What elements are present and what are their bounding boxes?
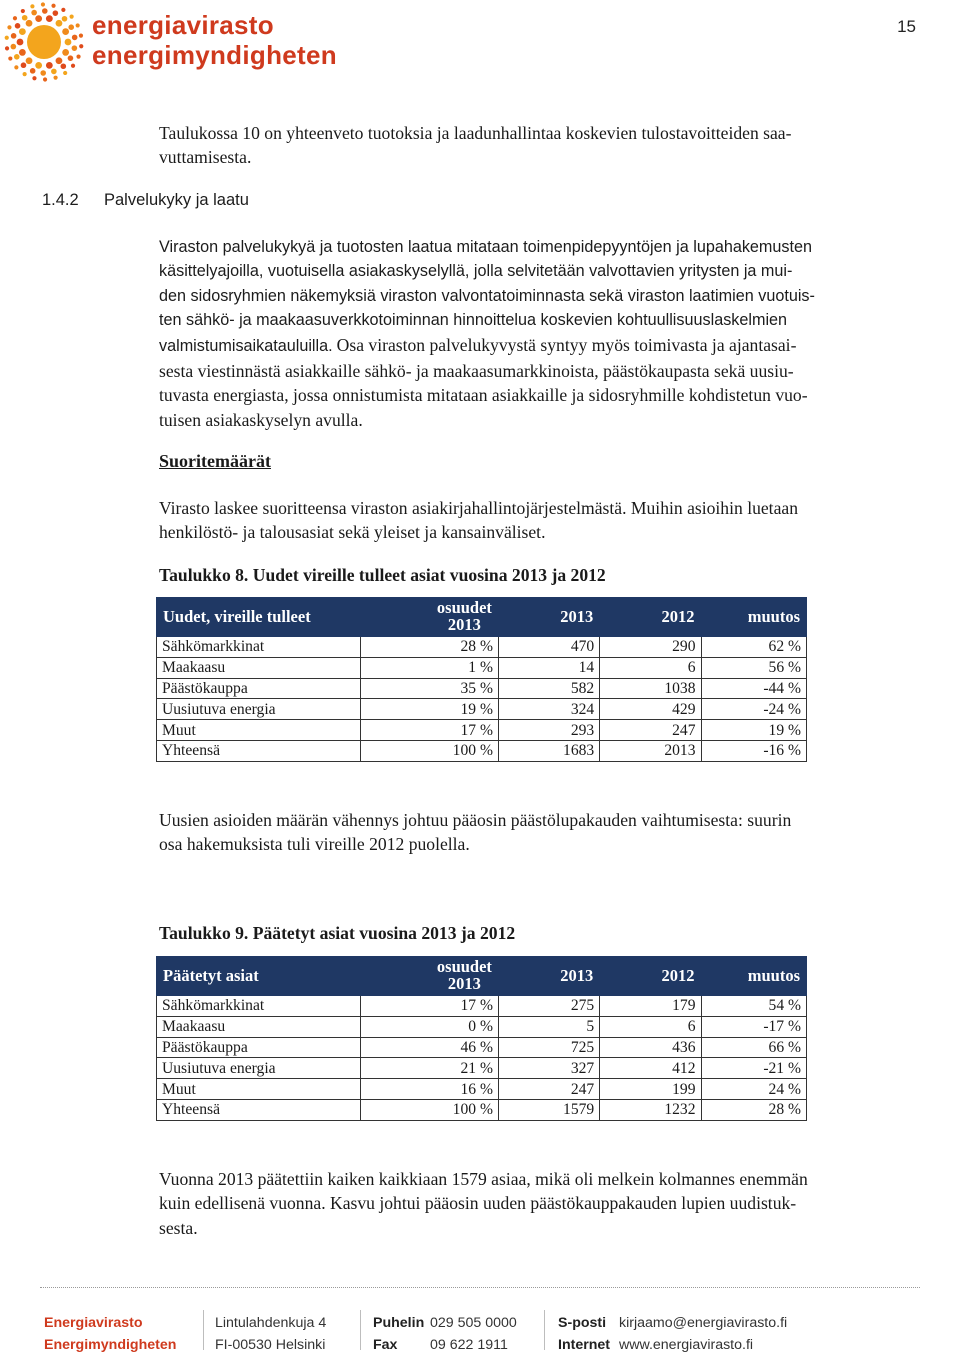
paragraph-fragment: Osa viraston palvelukyvystä syntyy myös toimivasta ja ajantasai- xyxy=(336,334,797,355)
table-cell: 62 % xyxy=(701,637,807,658)
table-cell: 324 xyxy=(498,699,599,720)
footer-address-city: FI-00530 Helsinki xyxy=(215,1337,326,1353)
section-heading xyxy=(42,191,249,210)
header-cell: 2013 xyxy=(498,957,599,996)
table-cell: 293 xyxy=(498,720,599,741)
paragraph-line: osa hakemuksista tuli vireille 2012 puolella. xyxy=(159,834,470,855)
footer-email-label: S-posti xyxy=(558,1315,607,1331)
footer-org-swedish: Energimyndigheten xyxy=(44,1337,177,1353)
table-cell: 19 % xyxy=(360,699,498,720)
table-cell: 1232 xyxy=(600,1099,701,1120)
table-row xyxy=(157,1016,807,1037)
table-cell: 1683 xyxy=(498,740,599,761)
table-cell: 17 % xyxy=(360,996,498,1017)
table-row xyxy=(157,657,807,678)
table-cell: 470 xyxy=(498,637,599,658)
footer-fax-label: Fax xyxy=(373,1337,398,1353)
paragraph-line: käsittelyajoilla, vuotuisella asiakaskyselyllä, jolla selvitetään valvottavien yritysten ja mui- xyxy=(159,262,793,281)
footer-address-street: Lintulahdenkuja 4 xyxy=(215,1315,327,1331)
table-cell: -24 % xyxy=(701,699,807,720)
sun-logo-icon xyxy=(4,2,84,82)
table-cell: Uusiutuva energia xyxy=(157,699,361,720)
table-row xyxy=(157,1037,807,1058)
table-row xyxy=(157,637,807,658)
footer-separator xyxy=(360,1310,361,1350)
section-number: 1.4.2 xyxy=(42,191,79,209)
table-cell: Sähkömarkkinat xyxy=(157,996,361,1017)
table-cell: 179 xyxy=(600,996,701,1017)
table-cell: -44 % xyxy=(701,678,807,699)
paragraph-line: Viraston palvelukykyä ja tuotosten laatua mitataan toimenpidepyyntöjen ja lupahakemusten xyxy=(159,238,813,256)
table-cell: 56 % xyxy=(701,657,807,678)
footer-web-link[interactable]: www.energiavirasto.fi xyxy=(619,1337,754,1353)
table8 xyxy=(156,597,807,762)
table9 xyxy=(156,956,807,1121)
table-cell: 100 % xyxy=(360,1099,498,1120)
table-row xyxy=(157,1079,807,1100)
table-cell: -17 % xyxy=(701,1016,807,1037)
table-row xyxy=(157,1058,807,1079)
paragraph-line: den sidosryhmien näkemyksiä viraston valvontatoiminnasta sekä viraston laatimien vuotuis- xyxy=(159,286,815,305)
paragraph-line: Virasto laskee suoritteensa viraston asiakirjahallintojärjestelmästä. Muihin asioihin luetaan xyxy=(159,498,798,518)
table-cell: 16 % xyxy=(360,1079,498,1100)
footer-separator xyxy=(544,1310,545,1350)
paragraph-line: Uusien asioiden määrän vähennys johtuu pääosin päästölupakauden vaihtumisesta: suurin xyxy=(159,810,792,830)
brand-name-swedish: energimyndigheten xyxy=(92,40,337,70)
table-cell: 412 xyxy=(600,1058,701,1079)
subheading-suoritemaarat: Suoritemäärät xyxy=(159,451,271,471)
paragraph-line: tuvasta energiasta, jossa onnistumista mitataan asiakkaille ja sidosryhmille kohdistetun vuo- xyxy=(159,385,808,406)
table-cell: 247 xyxy=(600,720,701,741)
table-cell: 327 xyxy=(498,1058,599,1079)
footer-org-finnish: Energiavirasto xyxy=(44,1315,143,1331)
table-cell: Maakaasu xyxy=(157,1016,361,1037)
table-cell: 100 % xyxy=(360,740,498,761)
header-cell: muutos xyxy=(701,957,807,996)
table-cell: Muut xyxy=(157,720,361,741)
table-cell: 46 % xyxy=(360,1037,498,1058)
header-cell: Päätetyt asiat xyxy=(157,957,361,996)
table-header-row xyxy=(157,598,807,637)
header-cell: osuudet 2013 xyxy=(360,957,498,996)
footer-phone: 029 505 0000 xyxy=(430,1315,517,1331)
paragraph-line: sesta. xyxy=(159,1217,198,1238)
footer-phone-label: Puhelin xyxy=(373,1315,425,1331)
footer-divider xyxy=(40,1287,920,1288)
header-cell: muutos xyxy=(701,598,807,637)
table-header-row xyxy=(157,957,807,996)
paragraph-fragment: valmistumisaikatauluilla. xyxy=(159,336,333,355)
table-row xyxy=(157,740,807,761)
table-cell: Uusiutuva energia xyxy=(157,1058,361,1079)
table-cell: 24 % xyxy=(701,1079,807,1100)
table-cell: 54 % xyxy=(701,996,807,1017)
header-cell: 2012 xyxy=(600,598,701,637)
table-cell: 275 xyxy=(498,996,599,1017)
table-row xyxy=(157,678,807,699)
table-cell: 5 xyxy=(498,1016,599,1037)
table-cell: Päästökauppa xyxy=(157,1037,361,1058)
table-cell: 1579 xyxy=(498,1099,599,1120)
header-cell: 2013 xyxy=(498,598,599,637)
header-cell: Uudet, vireille tulleet xyxy=(157,598,361,637)
paragraph-line: tuisen asiakaskyselyn avulla. xyxy=(159,409,363,430)
table-row xyxy=(157,996,807,1017)
paragraph-line: kuin edellisenä vuonna. Kasvu johtui pääosin uuden päästökauppakauden lupien uudistuk- xyxy=(159,1193,797,1214)
intro-paragraph xyxy=(159,121,919,170)
header-cell: 2012 xyxy=(600,957,701,996)
table-cell: -16 % xyxy=(701,740,807,761)
table-row xyxy=(157,1099,807,1120)
footer-web-label: Internet xyxy=(558,1337,611,1353)
table-cell: 21 % xyxy=(360,1058,498,1079)
table-cell: 436 xyxy=(600,1037,701,1058)
table-row xyxy=(157,699,807,720)
table-cell: 0 % xyxy=(360,1016,498,1037)
paragraph-line: sesta viestinnästä asiakkaille sähkö- ja maakaasumarkkinoista, päästökaupasta sekä uusiu- xyxy=(159,361,794,382)
table-cell: 290 xyxy=(600,637,701,658)
table-cell: 17 % xyxy=(360,720,498,741)
table-cell: 1 % xyxy=(360,657,498,678)
table-cell: 35 % xyxy=(360,678,498,699)
footer-fax: 09 622 1911 xyxy=(430,1337,508,1353)
table-cell: Yhteensä xyxy=(157,1099,361,1120)
table-cell: 66 % xyxy=(701,1037,807,1058)
table-cell: 725 xyxy=(498,1037,599,1058)
table-cell: 6 xyxy=(600,657,701,678)
table-cell: 199 xyxy=(600,1079,701,1100)
intro-line: vuttamisesta. xyxy=(159,147,252,168)
table-cell: 19 % xyxy=(701,720,807,741)
brand-name-finnish: energiavirasto xyxy=(92,10,274,40)
table-cell: 28 % xyxy=(701,1099,807,1120)
paragraph-line: Vuonna 2013 päätettiin kaiken kaikkiaan 1579 asiaa, mikä oli melkein kolmannes enemmän xyxy=(159,1169,808,1189)
closing-paragraph xyxy=(159,1167,919,1240)
table-cell: 247 xyxy=(498,1079,599,1100)
table-cell: Sähkömarkkinat xyxy=(157,637,361,658)
table-cell: 429 xyxy=(600,699,701,720)
section-paragraph xyxy=(159,235,919,432)
table-cell: 1038 xyxy=(600,678,701,699)
table-cell: 14 xyxy=(498,657,599,678)
section-title: Palvelukyky ja laatu xyxy=(104,191,249,209)
page-number: 15 xyxy=(897,17,916,36)
table-cell: Yhteensä xyxy=(157,740,361,761)
paragraph-line: henkilöstö- ja talousasiat sekä yleiset ja kansainväliset. xyxy=(159,522,546,543)
table-cell: 2013 xyxy=(600,740,701,761)
footer-email-link[interactable]: kirjaamo@energiavirasto.fi xyxy=(619,1315,788,1331)
table-cell: 6 xyxy=(600,1016,701,1037)
footer-separator xyxy=(203,1310,204,1350)
suoritemaarat-paragraph xyxy=(159,496,919,545)
table8-commentary xyxy=(159,808,919,857)
table9-caption: Taulukko 9. Päätetyt asiat vuosina 2013 ja 2012 xyxy=(159,923,516,943)
header-cell: osuudet 2013 xyxy=(360,598,498,637)
intro-line: Taulukossa 10 on yhteenveto tuotoksia ja laadunhallintaa koskevien tulostavoitteiden saa- xyxy=(159,123,792,143)
table8-caption: Taulukko 8. Uudet vireille tulleet asiat vuosina 2013 ja 2012 xyxy=(159,565,606,585)
table-cell: Maakaasu xyxy=(157,657,361,678)
table-cell: 28 % xyxy=(360,637,498,658)
table-cell: -21 % xyxy=(701,1058,807,1079)
table-row xyxy=(157,720,807,741)
table-cell: Päästökauppa xyxy=(157,678,361,699)
paragraph-line-mixed xyxy=(159,333,919,359)
paragraph-line: ten sähkö- ja maakaasuverkkotoiminnan hinnoittelua koskevien kohtuullisuuslaskelmien xyxy=(159,311,788,330)
table-cell: 582 xyxy=(498,678,599,699)
table-cell: Muut xyxy=(157,1079,361,1100)
